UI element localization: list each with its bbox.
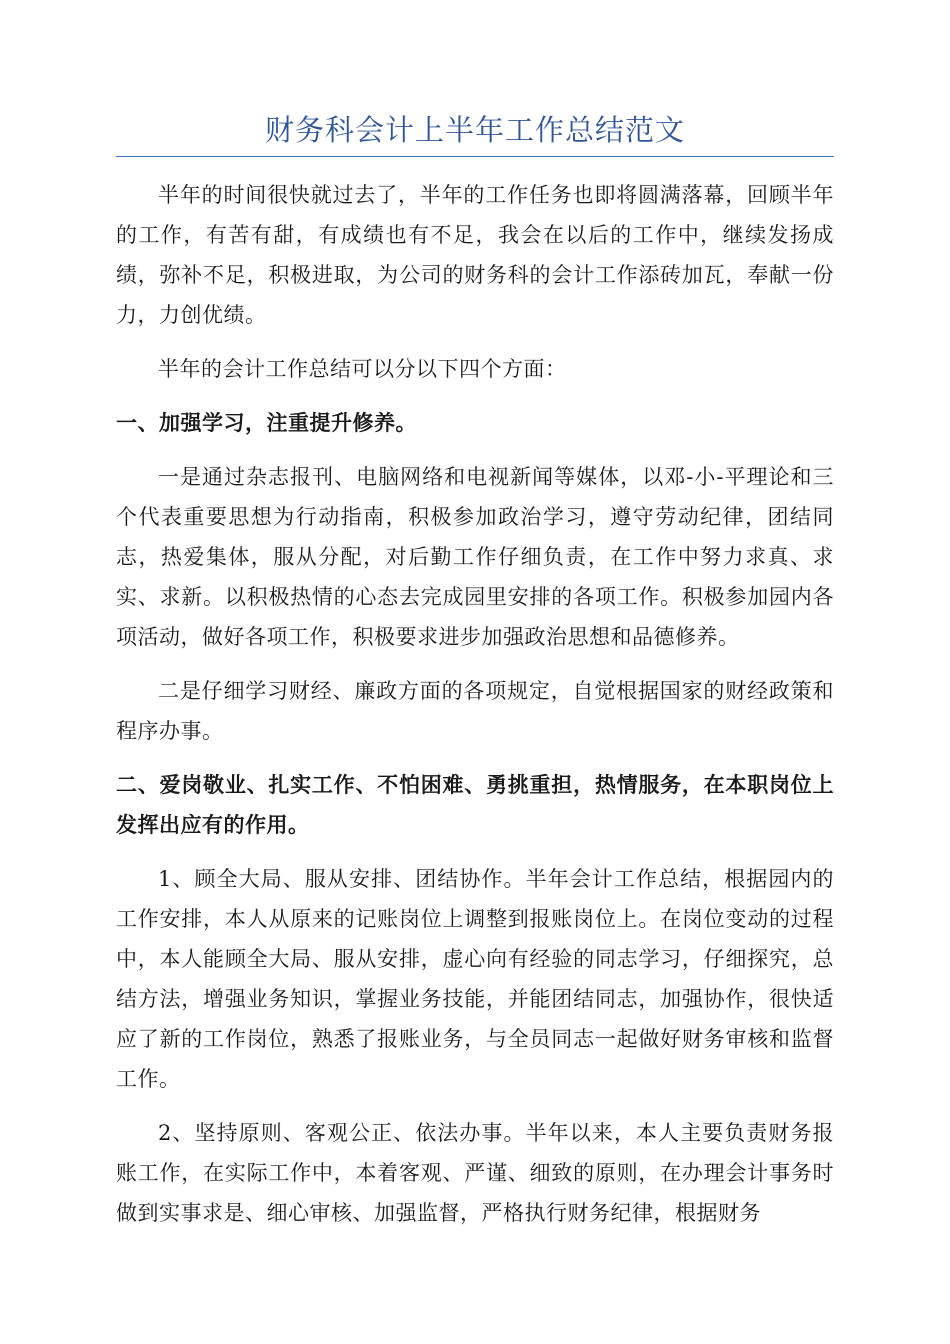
section-heading-1: 一、加强学习，注重提升修养。 bbox=[116, 411, 417, 435]
document-title: 财务科会计上半年工作总结范文 bbox=[116, 108, 834, 157]
paragraph-section1-point1: 一是通过杂志报刊、电脑网络和电视新闻等媒体，以邓-小-平理论和三个代表重要思想为行动指南，积极参加政治学习，遵守劳动纪律，团结同志，热爱集体，服从分配，对后勤工作仔细负责，在工作中努力求真、求实、求新。以积极热情的心态去完成园里安排的各项工作。积极参加园内各项活动，做好各项工作，积极要求进步加强政治思想和品德修养。 bbox=[116, 465, 834, 649]
paragraph-intro: 半年的时间很快就过去了，半年的工作任务也即将圆满落幕，回顾半年的工作，有苦有甜，有成绩也有不足，我会在以后的工作中，继续发扬成绩，弥补不足，积极进取，为公司的财务科的会计工作添砖加瓦，奉献一份力，力创优绩。 bbox=[116, 183, 834, 327]
paragraph-section2-point1: 1、顾全大局、服从安排、团结协作。半年会计工作总结，根据园内的工作安排，本人从原来的记账岗位上调整到报账岗位上。在岗位变动的过程中，本人能顾全大局、服从安排，虚心向有经验的同志学习，仔细探究，总结方法，增强业务知识，掌握业务技能，并能团结同志，加强协作，很快适应了新的工作岗位，熟悉了报账业务，与全员同志一起做好财务审核和监督工作。 bbox=[116, 867, 834, 1091]
document-page bbox=[116, 108, 834, 1247]
paragraph-section2-point2: 2、坚持原则、客观公正、依法办事。半年以来，本人主要负责财务报账工作，在实际工作中，本着客观、严谨、细致的原则，在办理会计事务时做到实事求是、细心审核、加强监督，严格执行财务纪律，根据财务 bbox=[116, 1121, 834, 1225]
section-heading-2: 二、爱岗敬业、扎实工作、不怕困难、勇挑重担，热情服务，在本职岗位上发挥出应有的作用。 bbox=[116, 773, 834, 837]
paragraph-overview: 半年的会计工作总结可以分以下四个方面： bbox=[158, 357, 567, 381]
paragraph-section1-point2: 二是仔细学习财经、廉政方面的各项规定，自觉根据国家的财经政策和程序办事。 bbox=[116, 679, 834, 743]
